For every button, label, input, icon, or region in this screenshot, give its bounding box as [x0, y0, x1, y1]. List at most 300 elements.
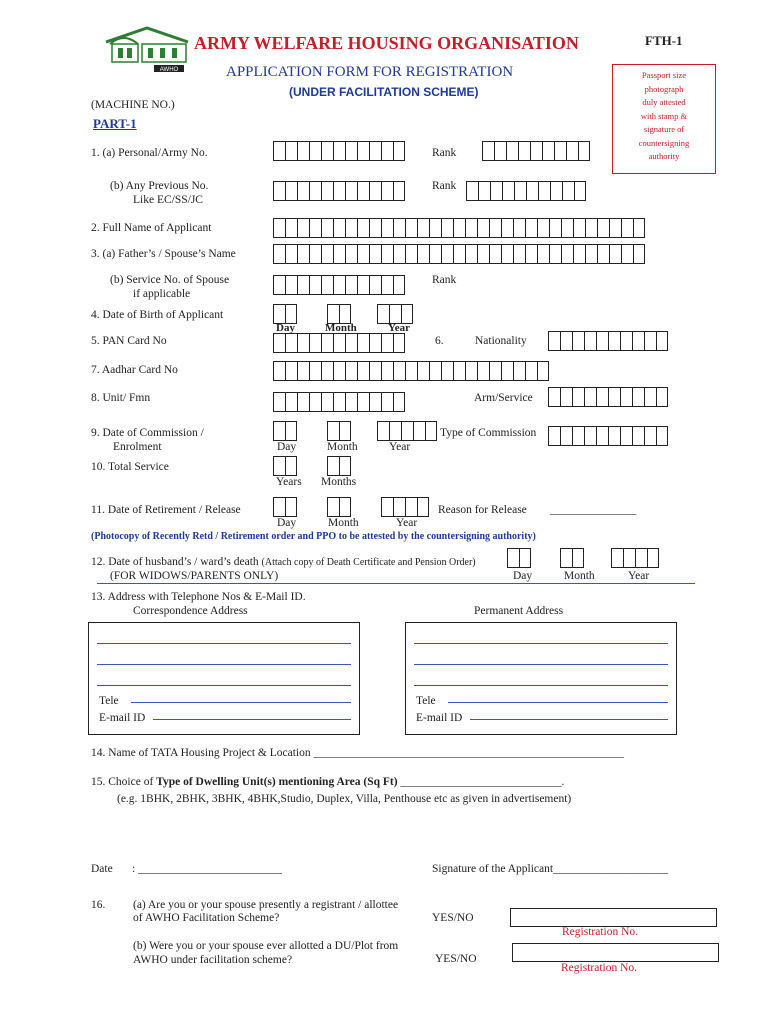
char-box[interactable]: [561, 218, 573, 238]
death-month-label: Month: [564, 570, 595, 582]
char-box[interactable]: [393, 361, 405, 381]
char-box[interactable]: [405, 497, 417, 517]
char-box[interactable]: [429, 244, 441, 264]
char-box[interactable]: [417, 361, 429, 381]
commission-day-boxes[interactable]: [273, 421, 297, 441]
char-box[interactable]: [297, 141, 309, 161]
char-box[interactable]: [548, 387, 560, 407]
char-box[interactable]: [333, 275, 345, 295]
char-box[interactable]: [633, 218, 645, 238]
char-box[interactable]: [369, 218, 381, 238]
char-box[interactable]: [466, 181, 478, 201]
label-commission: 9. Date of Commission /: [91, 427, 204, 439]
char-box[interactable]: [405, 361, 417, 381]
char-box[interactable]: [273, 456, 285, 476]
label-rank-2: Rank: [432, 180, 457, 192]
char-box[interactable]: [339, 421, 351, 441]
char-box[interactable]: [417, 497, 429, 517]
label-full-name: 2. Full Name of Applicant: [91, 222, 212, 234]
char-box[interactable]: [453, 244, 465, 264]
retirement-year-label: Year: [396, 517, 418, 529]
char-box[interactable]: [560, 426, 572, 446]
death-day-boxes[interactable]: [507, 548, 531, 568]
char-box[interactable]: [285, 244, 297, 264]
type-commission-boxes[interactable]: [548, 426, 668, 446]
char-box[interactable]: [273, 244, 285, 264]
char-box[interactable]: [369, 275, 381, 295]
char-box[interactable]: [321, 218, 333, 238]
char-box[interactable]: [550, 181, 562, 201]
char-box[interactable]: [393, 333, 405, 353]
rank-boxes-2[interactable]: [466, 181, 586, 201]
char-box[interactable]: [506, 141, 518, 161]
char-box[interactable]: [285, 141, 297, 161]
char-box[interactable]: [273, 275, 285, 295]
unit-boxes[interactable]: [273, 392, 405, 412]
char-box[interactable]: [357, 218, 369, 238]
char-box[interactable]: [273, 333, 285, 353]
label-16: 16.: [91, 899, 106, 911]
char-box[interactable]: [519, 548, 531, 568]
char-box[interactable]: [538, 181, 550, 201]
label-type-commission: Type of Commission: [440, 427, 537, 439]
char-box[interactable]: [611, 548, 623, 568]
char-box[interactable]: [321, 141, 333, 161]
char-box[interactable]: [513, 361, 525, 381]
label-pan: 5. PAN Card No: [91, 335, 167, 347]
char-box[interactable]: [389, 421, 401, 441]
retirement-month-boxes[interactable]: [327, 497, 351, 517]
char-box[interactable]: [309, 218, 321, 238]
char-box[interactable]: [369, 392, 381, 412]
dwelling-example: (e.g. 1BHK, 2BHK, 3BHK, 4BHK,Studio, Duplex, Villa, Penthouse etc as given in advertisement): [117, 793, 572, 805]
char-box[interactable]: [572, 426, 584, 446]
char-box[interactable]: [573, 218, 585, 238]
retirement-year-boxes[interactable]: [381, 497, 429, 517]
char-box[interactable]: [381, 181, 393, 201]
char-box[interactable]: [285, 421, 297, 441]
char-box[interactable]: [501, 218, 513, 238]
char-box[interactable]: [562, 181, 574, 201]
char-box[interactable]: [377, 304, 389, 324]
char-box[interactable]: [585, 218, 597, 238]
death-month-boxes[interactable]: [560, 548, 584, 568]
char-box[interactable]: [542, 141, 554, 161]
char-box[interactable]: [273, 181, 285, 201]
char-box[interactable]: [502, 181, 514, 201]
char-box[interactable]: [514, 181, 526, 201]
label-6: 6.: [435, 335, 444, 347]
char-box[interactable]: [309, 181, 321, 201]
char-box[interactable]: [632, 387, 644, 407]
char-box[interactable]: [482, 141, 494, 161]
char-box[interactable]: [357, 141, 369, 161]
char-box[interactable]: [285, 361, 297, 381]
char-box[interactable]: [441, 244, 453, 264]
char-box[interactable]: [561, 244, 573, 264]
char-box[interactable]: [381, 361, 393, 381]
char-box[interactable]: [465, 218, 477, 238]
father-name-boxes[interactable]: [273, 244, 645, 264]
char-box[interactable]: [273, 392, 285, 412]
char-box[interactable]: [621, 218, 633, 238]
char-box[interactable]: [369, 244, 381, 264]
char-box[interactable]: [321, 361, 333, 381]
char-box[interactable]: [477, 218, 489, 238]
char-box[interactable]: [417, 218, 429, 238]
char-box[interactable]: [285, 181, 297, 201]
char-box[interactable]: [644, 331, 656, 351]
char-box[interactable]: [327, 421, 339, 441]
char-box[interactable]: [429, 361, 441, 381]
char-box[interactable]: [357, 361, 369, 381]
char-box[interactable]: [393, 392, 405, 412]
char-box[interactable]: [566, 141, 578, 161]
char-box[interactable]: [285, 304, 297, 324]
char-box[interactable]: [507, 548, 519, 568]
char-box[interactable]: [381, 244, 393, 264]
photo-line: duly attested: [642, 97, 686, 107]
char-box[interactable]: [377, 421, 389, 441]
char-box[interactable]: [656, 387, 668, 407]
machine-no-label: (MACHINE NO.): [91, 99, 175, 111]
char-box[interactable]: [656, 426, 668, 446]
char-box[interactable]: [297, 361, 309, 381]
char-box[interactable]: [309, 141, 321, 161]
char-box[interactable]: [309, 244, 321, 264]
char-box[interactable]: [357, 333, 369, 353]
char-box[interactable]: [273, 497, 285, 517]
char-box[interactable]: [321, 181, 333, 201]
char-box[interactable]: [413, 421, 425, 441]
char-box[interactable]: [548, 426, 560, 446]
char-box[interactable]: [333, 141, 345, 161]
char-box[interactable]: [333, 244, 345, 264]
char-box[interactable]: [425, 421, 437, 441]
char-box[interactable]: [478, 181, 490, 201]
char-box[interactable]: [620, 331, 632, 351]
char-box[interactable]: [285, 275, 297, 295]
char-box[interactable]: [608, 387, 620, 407]
char-box[interactable]: [560, 331, 572, 351]
char-box[interactable]: [572, 331, 584, 351]
dob-year-boxes[interactable]: [377, 304, 413, 324]
char-box[interactable]: [501, 244, 513, 264]
char-box[interactable]: [345, 392, 357, 412]
char-box[interactable]: [381, 497, 393, 517]
char-box[interactable]: [327, 456, 339, 476]
char-box[interactable]: [333, 218, 345, 238]
char-box[interactable]: [489, 218, 501, 238]
char-box[interactable]: [572, 387, 584, 407]
char-box[interactable]: [381, 275, 393, 295]
photo-line: Passport size: [641, 70, 687, 80]
char-box[interactable]: [584, 387, 596, 407]
char-box[interactable]: [573, 244, 585, 264]
yesno-16a[interactable]: YES/NO: [432, 912, 474, 924]
char-box[interactable]: [381, 141, 393, 161]
label-personal-no: 1. (a) Personal/Army No.: [91, 147, 208, 159]
char-box[interactable]: [381, 218, 393, 238]
char-box[interactable]: [513, 244, 525, 264]
char-box[interactable]: [429, 218, 441, 238]
char-box[interactable]: [357, 244, 369, 264]
char-box[interactable]: [333, 392, 345, 412]
char-box[interactable]: [465, 244, 477, 264]
char-box[interactable]: [584, 426, 596, 446]
char-box[interactable]: [441, 218, 453, 238]
dob-day-boxes[interactable]: [273, 304, 297, 324]
char-box[interactable]: [273, 361, 285, 381]
char-box[interactable]: [345, 361, 357, 381]
char-box[interactable]: [401, 304, 413, 324]
label-rank-1: Rank: [432, 147, 457, 159]
pan-boxes[interactable]: [273, 333, 405, 353]
spouse-service-no-boxes[interactable]: [273, 275, 405, 295]
char-box[interactable]: [644, 426, 656, 446]
personal-no-boxes[interactable]: [273, 141, 405, 161]
char-box[interactable]: [285, 456, 297, 476]
char-box[interactable]: [273, 141, 285, 161]
photo-line: authority: [648, 151, 680, 161]
char-box[interactable]: [417, 244, 429, 264]
char-box[interactable]: [357, 392, 369, 412]
char-box[interactable]: [620, 426, 632, 446]
char-box[interactable]: [518, 141, 530, 161]
date-line[interactable]: : _________________________: [132, 863, 282, 875]
char-box[interactable]: [623, 548, 635, 568]
char-box[interactable]: [453, 361, 465, 381]
char-box[interactable]: [537, 361, 549, 381]
previous-no-boxes[interactable]: [273, 181, 405, 201]
char-box[interactable]: [477, 244, 489, 264]
label-father-name: 3. (a) Father’s / Spouse’s Name: [91, 248, 236, 260]
char-box[interactable]: [381, 392, 393, 412]
label-16a-1: (a) Are you or your spouse presently a registrant / allottee: [133, 899, 399, 911]
registration-no-box-2[interactable]: [512, 943, 719, 962]
char-box[interactable]: [632, 331, 644, 351]
rank-boxes-1[interactable]: [482, 141, 590, 161]
char-box[interactable]: [309, 392, 321, 412]
char-box[interactable]: [537, 244, 549, 264]
char-box[interactable]: [297, 333, 309, 353]
commission-year-boxes[interactable]: [377, 421, 437, 441]
service-years-boxes[interactable]: [273, 456, 297, 476]
char-box[interactable]: [635, 548, 647, 568]
months-label: Months: [321, 476, 357, 488]
char-box[interactable]: [345, 141, 357, 161]
char-box[interactable]: [309, 275, 321, 295]
char-box[interactable]: [273, 218, 285, 238]
char-box[interactable]: [333, 361, 345, 381]
char-box[interactable]: [339, 456, 351, 476]
service-months-boxes[interactable]: [327, 456, 351, 476]
char-box[interactable]: [489, 361, 501, 381]
char-box[interactable]: [490, 181, 502, 201]
char-box[interactable]: [548, 331, 560, 351]
char-box[interactable]: [345, 244, 357, 264]
svg-text:AWHO: AWHO: [159, 67, 179, 72]
aadhar-boxes[interactable]: [273, 361, 549, 381]
char-box[interactable]: [369, 333, 381, 353]
char-box[interactable]: [381, 333, 393, 353]
char-box[interactable]: [339, 304, 351, 324]
char-box[interactable]: [647, 548, 659, 568]
char-box[interactable]: [321, 333, 333, 353]
char-box[interactable]: [285, 392, 297, 412]
char-box[interactable]: [526, 181, 538, 201]
char-box[interactable]: [597, 218, 609, 238]
char-box[interactable]: [489, 244, 501, 264]
char-box[interactable]: [537, 218, 549, 238]
full-name-boxes[interactable]: [273, 218, 645, 238]
char-box[interactable]: [285, 333, 297, 353]
char-box[interactable]: [297, 218, 309, 238]
char-box[interactable]: [560, 387, 572, 407]
char-box[interactable]: [345, 181, 357, 201]
char-box[interactable]: [345, 333, 357, 353]
char-box[interactable]: [393, 218, 405, 238]
permanent-address-box[interactable]: [405, 622, 677, 735]
char-box[interactable]: [501, 361, 513, 381]
dob-month-boxes[interactable]: [327, 304, 351, 324]
char-box[interactable]: [584, 331, 596, 351]
char-box[interactable]: [465, 361, 477, 381]
char-box[interactable]: [285, 218, 297, 238]
char-box[interactable]: [525, 244, 537, 264]
label-date: Date: [91, 863, 113, 875]
char-box[interactable]: [574, 181, 586, 201]
death-year-boxes[interactable]: [611, 548, 659, 568]
char-box[interactable]: [393, 497, 405, 517]
form-title: APPLICATION FORM FOR REGISTRATION: [226, 64, 514, 80]
label-permanent: Permanent Address: [474, 605, 564, 617]
char-box[interactable]: [596, 426, 608, 446]
char-box[interactable]: [369, 141, 381, 161]
char-box[interactable]: [401, 421, 413, 441]
char-box[interactable]: [273, 304, 285, 324]
label-death-date: 12. Date of husband’s / ward’s death (Attach copy of Death Certificate and Pension Order): [91, 556, 476, 568]
char-box[interactable]: [389, 304, 401, 324]
perm-email-label: E-mail ID: [416, 712, 463, 724]
char-box[interactable]: [621, 244, 633, 264]
char-box[interactable]: [321, 392, 333, 412]
char-box[interactable]: [369, 361, 381, 381]
char-box[interactable]: [632, 426, 644, 446]
char-box[interactable]: [297, 275, 309, 295]
char-box[interactable]: [525, 218, 537, 238]
char-box[interactable]: [327, 497, 339, 517]
char-box[interactable]: [644, 387, 656, 407]
char-box[interactable]: [393, 141, 405, 161]
char-box[interactable]: [578, 141, 590, 161]
label-16b-2: AWHO under facilitation scheme?: [133, 954, 293, 966]
death-day-label: Day: [513, 570, 533, 582]
char-box[interactable]: [393, 181, 405, 201]
correspondence-address-box[interactable]: [88, 622, 360, 735]
char-box[interactable]: [357, 181, 369, 201]
char-box[interactable]: [620, 387, 632, 407]
char-box[interactable]: [297, 181, 309, 201]
signature-line[interactable]: Signature of the Applicant____________________: [432, 863, 669, 875]
label-previous-no-2: Like EC/SS/JC: [133, 194, 203, 206]
char-box[interactable]: [309, 333, 321, 353]
char-box[interactable]: [525, 361, 537, 381]
char-box[interactable]: [441, 361, 453, 381]
perm-tele-label: Tele: [416, 695, 436, 707]
label-spouse-service-no: (b) Service No. of Spouse: [110, 274, 230, 286]
char-box[interactable]: [549, 244, 561, 264]
char-box[interactable]: [633, 244, 645, 264]
arm-service-boxes[interactable]: [548, 387, 668, 407]
char-box[interactable]: [297, 244, 309, 264]
char-box[interactable]: [609, 218, 621, 238]
registration-no-box-1[interactable]: [510, 908, 717, 927]
char-box[interactable]: [405, 244, 417, 264]
commission-month-boxes[interactable]: [327, 421, 351, 441]
char-box[interactable]: [327, 304, 339, 324]
label-dwelling: 15. Choice of Type of Dwelling Unit(s) mentioning Area (Sq Ft) ____________________________.: [91, 776, 565, 788]
char-box[interactable]: [560, 548, 572, 568]
char-box[interactable]: [345, 218, 357, 238]
char-box[interactable]: [321, 275, 333, 295]
char-box[interactable]: [393, 244, 405, 264]
char-box[interactable]: [321, 244, 333, 264]
char-box[interactable]: [596, 387, 608, 407]
char-box[interactable]: [273, 421, 285, 441]
char-box[interactable]: [596, 331, 608, 351]
label-address: 13. Address with Telephone Nos & E-Mail ID.: [91, 591, 306, 603]
char-box[interactable]: [369, 181, 381, 201]
char-box[interactable]: [530, 141, 542, 161]
widows-underline: [97, 583, 695, 584]
char-box[interactable]: [597, 244, 609, 264]
reason-line[interactable]: _______________: [550, 504, 637, 516]
char-box[interactable]: [608, 331, 620, 351]
char-box[interactable]: [477, 361, 489, 381]
label-rank-3: Rank: [432, 274, 457, 286]
commission-month-label: Month: [327, 441, 358, 453]
char-box[interactable]: [345, 275, 357, 295]
char-box[interactable]: [357, 275, 369, 295]
char-box[interactable]: [609, 244, 621, 264]
char-box[interactable]: [285, 497, 297, 517]
nationality-boxes[interactable]: [548, 331, 668, 351]
label-total-service: 10. Total Service: [91, 461, 169, 473]
char-box[interactable]: [297, 392, 309, 412]
char-box[interactable]: [585, 244, 597, 264]
char-box[interactable]: [549, 218, 561, 238]
char-box[interactable]: [513, 218, 525, 238]
char-box[interactable]: [393, 275, 405, 295]
form-code: FTH-1: [645, 33, 683, 48]
yesno-16b[interactable]: YES/NO: [435, 953, 477, 965]
char-box[interactable]: [656, 331, 668, 351]
char-box[interactable]: [333, 181, 345, 201]
char-box[interactable]: [572, 548, 584, 568]
label-if-applicable: if applicable: [133, 288, 191, 300]
char-box[interactable]: [405, 218, 417, 238]
char-box[interactable]: [309, 361, 321, 381]
char-box[interactable]: [333, 333, 345, 353]
char-box[interactable]: [339, 497, 351, 517]
char-box[interactable]: [453, 218, 465, 238]
char-box[interactable]: [554, 141, 566, 161]
char-box[interactable]: [608, 426, 620, 446]
label-project: 14. Name of TATA Housing Project & Location ______________________________________________________: [91, 747, 624, 759]
char-box[interactable]: [494, 141, 506, 161]
retirement-day-boxes[interactable]: [273, 497, 297, 517]
